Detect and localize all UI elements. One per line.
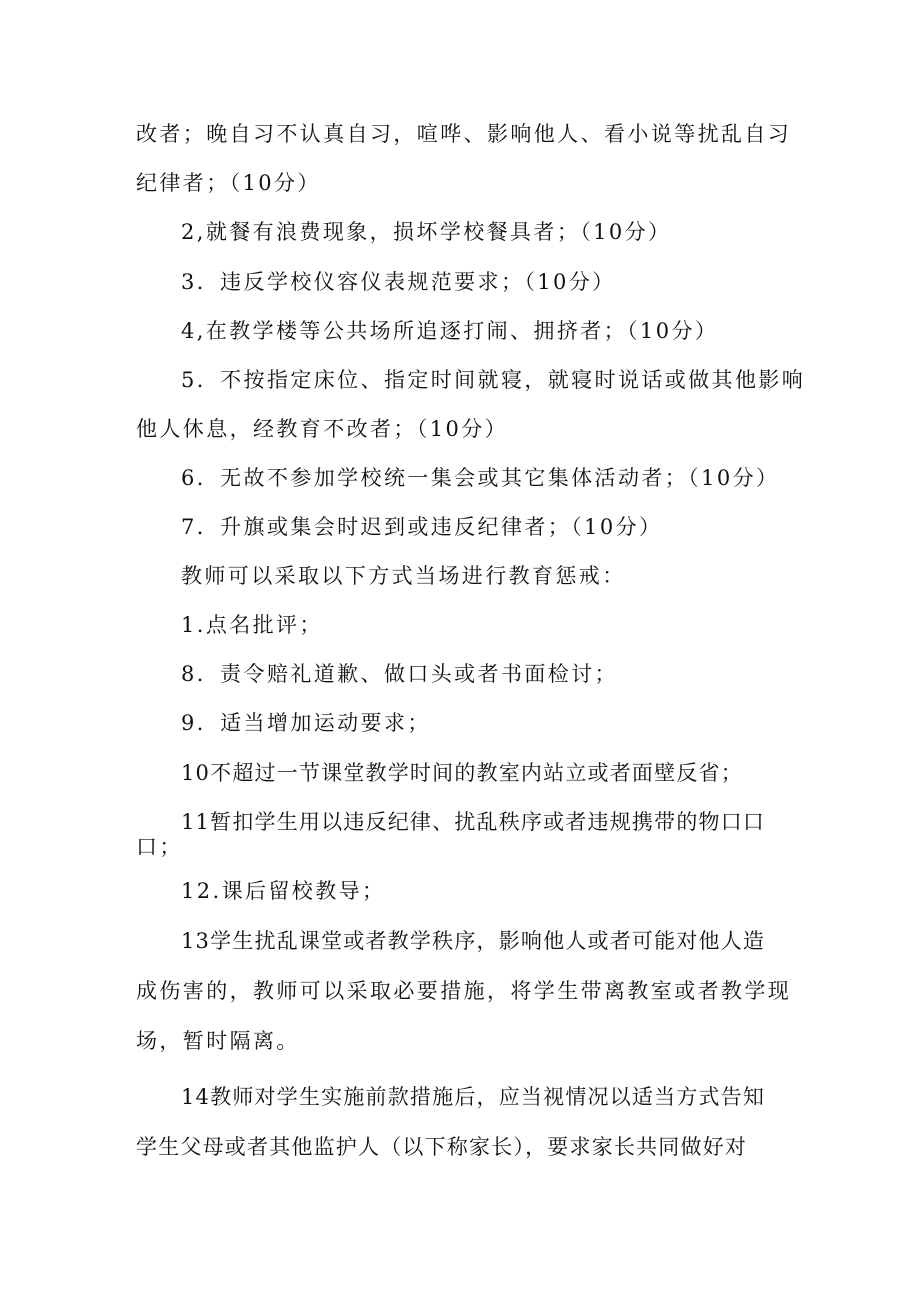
text-line: 5．不按指定床位、指定时间就寝，就寝时说话或做其他影响 (181, 368, 806, 392)
text-line: 10不超过一节课堂教学时间的教室内站立或者面壁反省； (181, 761, 743, 785)
text-line: 4,在教学楼等公共场所追逐打闹、拥挤者；（10分） (181, 319, 719, 343)
text-line: 9．适当增加运动要求； (181, 711, 431, 735)
text-line: 他人休息，经教育不改者；（10分） (136, 417, 509, 441)
text-line: 7．升旗或集会时迟到或违反纪律者；（10分） (181, 515, 663, 539)
text-line: 8．责令赔礼道歉、做口头或者书面检讨； (181, 662, 618, 686)
text-line: 3．违反学校仪容仪表规范要求；（10分） (181, 270, 616, 294)
text-line: 学生父母或者其他监护人（以下称家长），要求家长共同做好对 (136, 1135, 748, 1159)
text-line: 教师可以采取以下方式当场进行教育惩戒： (181, 564, 626, 588)
text-line: 14教师对学生实施前款措施后，应当视情况以适当方式告知 (181, 1085, 766, 1109)
text-line: 2,就餐有浪费现象，损坏学校餐具者；（10分） (181, 220, 672, 244)
text-line: 场，暂时隔离。 (136, 1029, 300, 1053)
text-line: 11暂扣学生用以违反纪律、扰乱秩序或者违规携带的物口口 (181, 810, 766, 834)
text-line: 1.点名批评； (181, 613, 323, 637)
text-line: 12.课后留校教导； (181, 879, 386, 903)
text-line: 改者；晚自习不认真自习，喧哗、影响他人、看小说等扰乱自习 (136, 122, 792, 146)
text-line: 纪律者；（10分） (136, 171, 321, 195)
text-line: 13学生扰乱课堂或者教学秩序，影响他人或者可能对他人造 (181, 929, 766, 953)
text-line: 口； (136, 835, 183, 859)
text-line: 成伤害的，教师可以采取必要措施，将学生带离教室或者教学现 (136, 979, 792, 1003)
text-line: 6．无故不参加学校统一集会或其它集体活动者；（10分） (181, 466, 780, 490)
